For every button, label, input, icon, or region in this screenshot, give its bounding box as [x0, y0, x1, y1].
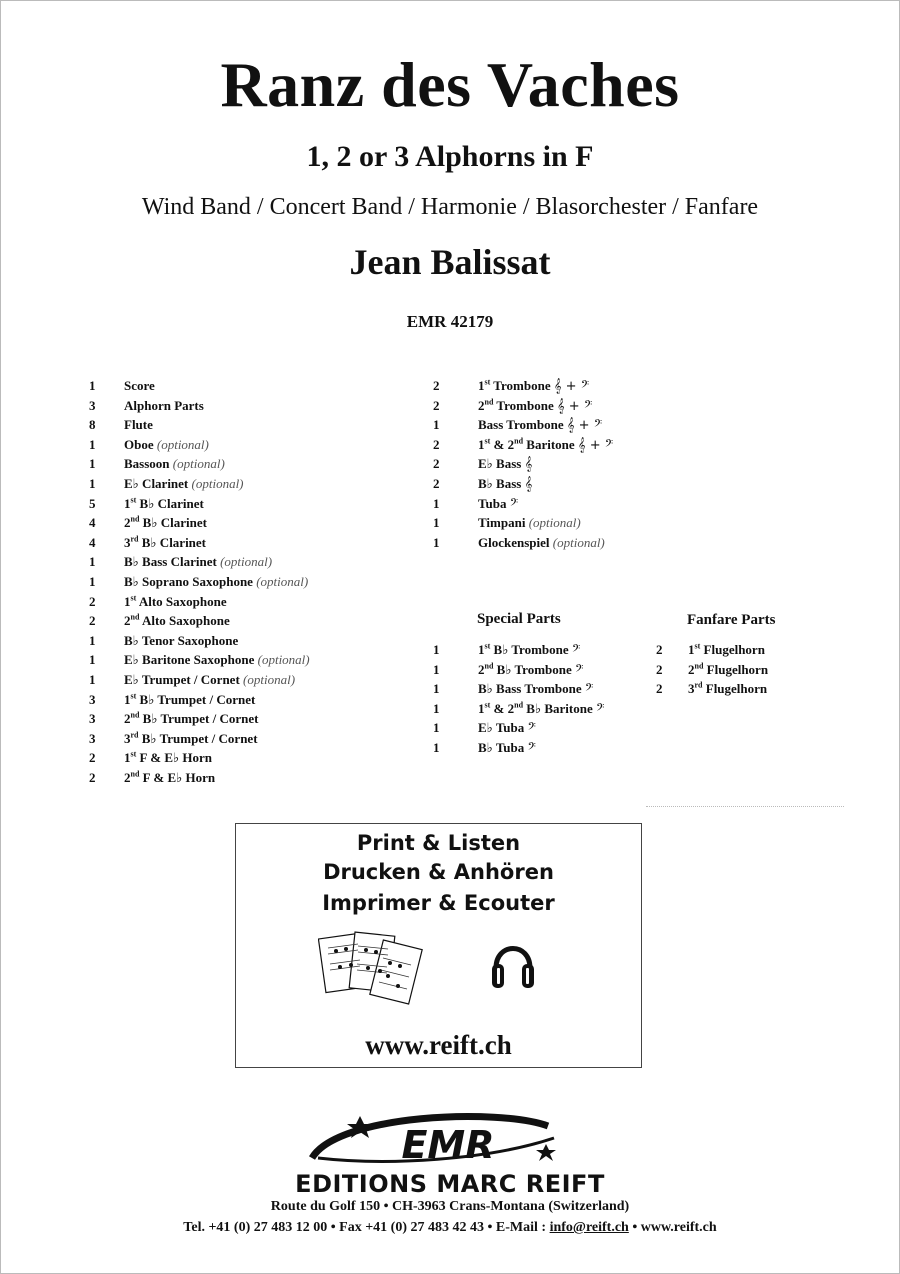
fanfare-parts-heading: Fanfare Parts: [687, 612, 776, 628]
optional-label: (optional): [528, 515, 581, 531]
part-quantity: 4: [89, 515, 96, 531]
part-name: Alphorn Parts: [124, 397, 204, 413]
print-listen-box: [235, 823, 642, 1068]
clef-icon: 𝄞: [524, 457, 533, 473]
part-quantity: 2: [433, 476, 440, 491]
part-quantity: 2: [656, 642, 663, 657]
part-name: E♭ Tuba 𝄢: [478, 720, 536, 737]
part-name: 1st Trombone 𝄞 + 𝄢: [478, 377, 590, 394]
part-name: 2nd F & E♭ Horn: [124, 769, 216, 785]
part-name: B♭ Bass Clarinet (optional): [124, 554, 273, 570]
composer: Jean Balissat: [349, 242, 551, 282]
clef-icon: 𝄞 + 𝄢: [566, 418, 603, 434]
clef-icon: 𝄢: [571, 643, 581, 658]
part-quantity: 1: [89, 652, 96, 668]
part-quantity: 2: [89, 770, 96, 785]
optional-label: (optional): [243, 672, 296, 687]
part-quantity: 1: [433, 417, 440, 433]
part-name: 3rd B♭ Clarinet: [124, 534, 207, 550]
part-name: 1st B♭ Trombone 𝄢: [478, 641, 581, 658]
part-quantity: 3: [89, 397, 96, 413]
optional-label: (optional): [256, 574, 309, 589]
email-link[interactable]: info@reift.ch: [549, 1220, 629, 1235]
part-quantity: 1: [89, 436, 96, 452]
optional-label: (optional): [552, 534, 605, 550]
optional-label: (optional): [191, 476, 244, 491]
clef-icon: 𝄢: [509, 496, 519, 512]
part-name: 2nd Flugelhorn: [688, 661, 769, 677]
publisher-name: EDITIONS MARC REIFT: [295, 1170, 605, 1198]
part-name: 2nd B♭ Clarinet: [124, 514, 207, 531]
part-name: Bass Trombone 𝄞 + 𝄢: [478, 417, 603, 434]
part-quantity: 1: [433, 515, 440, 531]
publisher-contact: [0, 1220, 900, 1236]
part-quantity: 3: [89, 711, 96, 727]
promo-line-french: Imprimer & Ecouter: [322, 891, 555, 915]
headphones-icon: [490, 932, 536, 998]
contact-website: • www.reift.ch: [628, 1220, 717, 1235]
part-quantity: 1: [433, 495, 440, 511]
clef-icon: 𝄢: [527, 741, 536, 756]
part-quantity: 5: [89, 495, 96, 511]
optional-label: (optional): [172, 456, 225, 472]
part-quantity: 3: [89, 730, 96, 746]
part-quantity: 1: [89, 554, 96, 570]
subtitle: 1, 2 or 3 Alphorns in F: [306, 140, 594, 173]
emr-logo: [298, 1108, 598, 1170]
part-name: B♭ Tenor Saxophone: [124, 632, 239, 648]
clef-icon: 𝄢: [595, 701, 605, 717]
divider: [646, 806, 844, 807]
part-quantity: 1: [433, 740, 440, 755]
clef-icon: 𝄞: [524, 477, 533, 492]
part-name: Oboe (optional): [124, 436, 209, 452]
part-quantity: 1: [89, 632, 96, 648]
clef-icon: 𝄢: [527, 721, 536, 737]
part-quantity: 1: [433, 700, 440, 716]
part-quantity: 1: [89, 574, 96, 589]
promo-line-german: Drucken & Anhören: [323, 860, 554, 884]
part-name: Bassoon (optional): [124, 456, 225, 472]
part-name: E♭ Trumpet / Cornet (optional): [124, 672, 296, 687]
part-name: 1st & 2nd B♭ Baritone 𝄢: [478, 700, 605, 717]
part-name: E♭ Bass 𝄞: [478, 456, 533, 473]
page-title: Ranz des Vaches: [220, 49, 680, 120]
part-name: 3rd B♭ Trumpet / Cornet: [124, 730, 258, 746]
part-quantity: 1: [433, 642, 440, 657]
part-quantity: 1: [89, 476, 96, 491]
part-name: Tuba 𝄢: [478, 495, 519, 512]
promo-line-english: Print & Listen: [356, 831, 521, 855]
part-name: Flute: [124, 417, 153, 433]
part-name: 1st Flugelhorn: [688, 641, 765, 657]
clef-icon: 𝄢: [575, 662, 584, 678]
special-parts-heading: Special Parts: [477, 611, 561, 627]
catalog-number: EMR 42179: [406, 312, 494, 331]
part-quantity: 2: [656, 681, 663, 697]
optional-label: (optional): [156, 436, 209, 452]
part-quantity: 1: [433, 681, 440, 697]
part-name: 1st B♭ Trumpet / Cornet: [124, 691, 256, 707]
part-name: 2nd B♭ Trumpet / Cornet: [124, 710, 259, 727]
part-name: Timpani (optional): [478, 515, 581, 531]
clef-icon: 𝄢: [584, 682, 594, 698]
part-quantity: 1: [433, 720, 440, 736]
part-name: Score: [124, 378, 155, 393]
part-quantity: 2: [433, 397, 440, 413]
part-quantity: 2: [433, 436, 440, 452]
part-name: B♭ Bass 𝄞: [478, 476, 533, 492]
part-name: B♭ Soprano Saxophone (optional): [124, 574, 309, 589]
part-quantity: 4: [89, 534, 96, 550]
band-types: Wind Band / Concert Band / Harmonie / Blasorchester / Fanfare: [141, 194, 759, 220]
clef-icon: 𝄞 + 𝄢: [553, 379, 590, 394]
publisher-address: Route du Golf 150 • CH-3963 Crans-Montana (Switzerland): [270, 1199, 630, 1214]
optional-label: (optional): [220, 554, 273, 570]
part-name: B♭ Bass Trombone 𝄢: [478, 681, 594, 698]
part-name: 3rd Flugelhorn: [688, 680, 768, 697]
optional-label: (optional): [257, 652, 310, 668]
part-quantity: 2: [89, 613, 96, 629]
part-quantity: 1: [433, 534, 440, 550]
part-quantity: 2: [89, 750, 96, 766]
part-name: 1st F & E♭ Horn: [124, 750, 212, 766]
part-name: 2nd Trombone 𝄞 + 𝄢: [478, 397, 593, 414]
part-quantity: 1: [433, 661, 440, 677]
part-name: B♭ Tuba 𝄢: [478, 740, 536, 756]
part-name: 1st B♭ Clarinet: [124, 495, 204, 511]
part-name: 2nd Alto Saxophone: [124, 612, 230, 629]
part-quantity: 1: [89, 378, 96, 393]
promo-url[interactable]: www.reift.ch: [365, 1030, 512, 1060]
part-quantity: 2: [433, 456, 440, 472]
clef-icon: 𝄞 + 𝄢: [556, 398, 593, 414]
part-quantity: 2: [433, 378, 440, 393]
part-name: E♭ Clarinet (optional): [124, 476, 244, 491]
part-name: Glockenspiel (optional): [478, 534, 605, 550]
part-name: E♭ Baritone Saxophone (optional): [124, 652, 310, 668]
logo-text: EMR: [401, 1123, 495, 1167]
contact-phone-fax: Tel. +41 (0) 27 483 12 00 • Fax +41 (0) 27 483 42 43 • E-Mail :: [183, 1220, 550, 1235]
part-quantity: 2: [89, 593, 96, 609]
part-quantity: 1: [89, 672, 96, 687]
clef-icon: 𝄞 + 𝄢: [577, 437, 614, 453]
part-quantity: 3: [89, 691, 96, 707]
part-name: 2nd B♭ Trombone 𝄢: [478, 661, 584, 678]
sheet-music-icon: [318, 930, 428, 1008]
part-quantity: 1: [89, 456, 96, 472]
part-quantity: 8: [89, 417, 96, 433]
part-quantity: 2: [656, 661, 663, 677]
part-name: 1st & 2nd Baritone 𝄞 + 𝄢: [478, 436, 614, 453]
part-name: 1st Alto Saxophone: [124, 593, 227, 609]
